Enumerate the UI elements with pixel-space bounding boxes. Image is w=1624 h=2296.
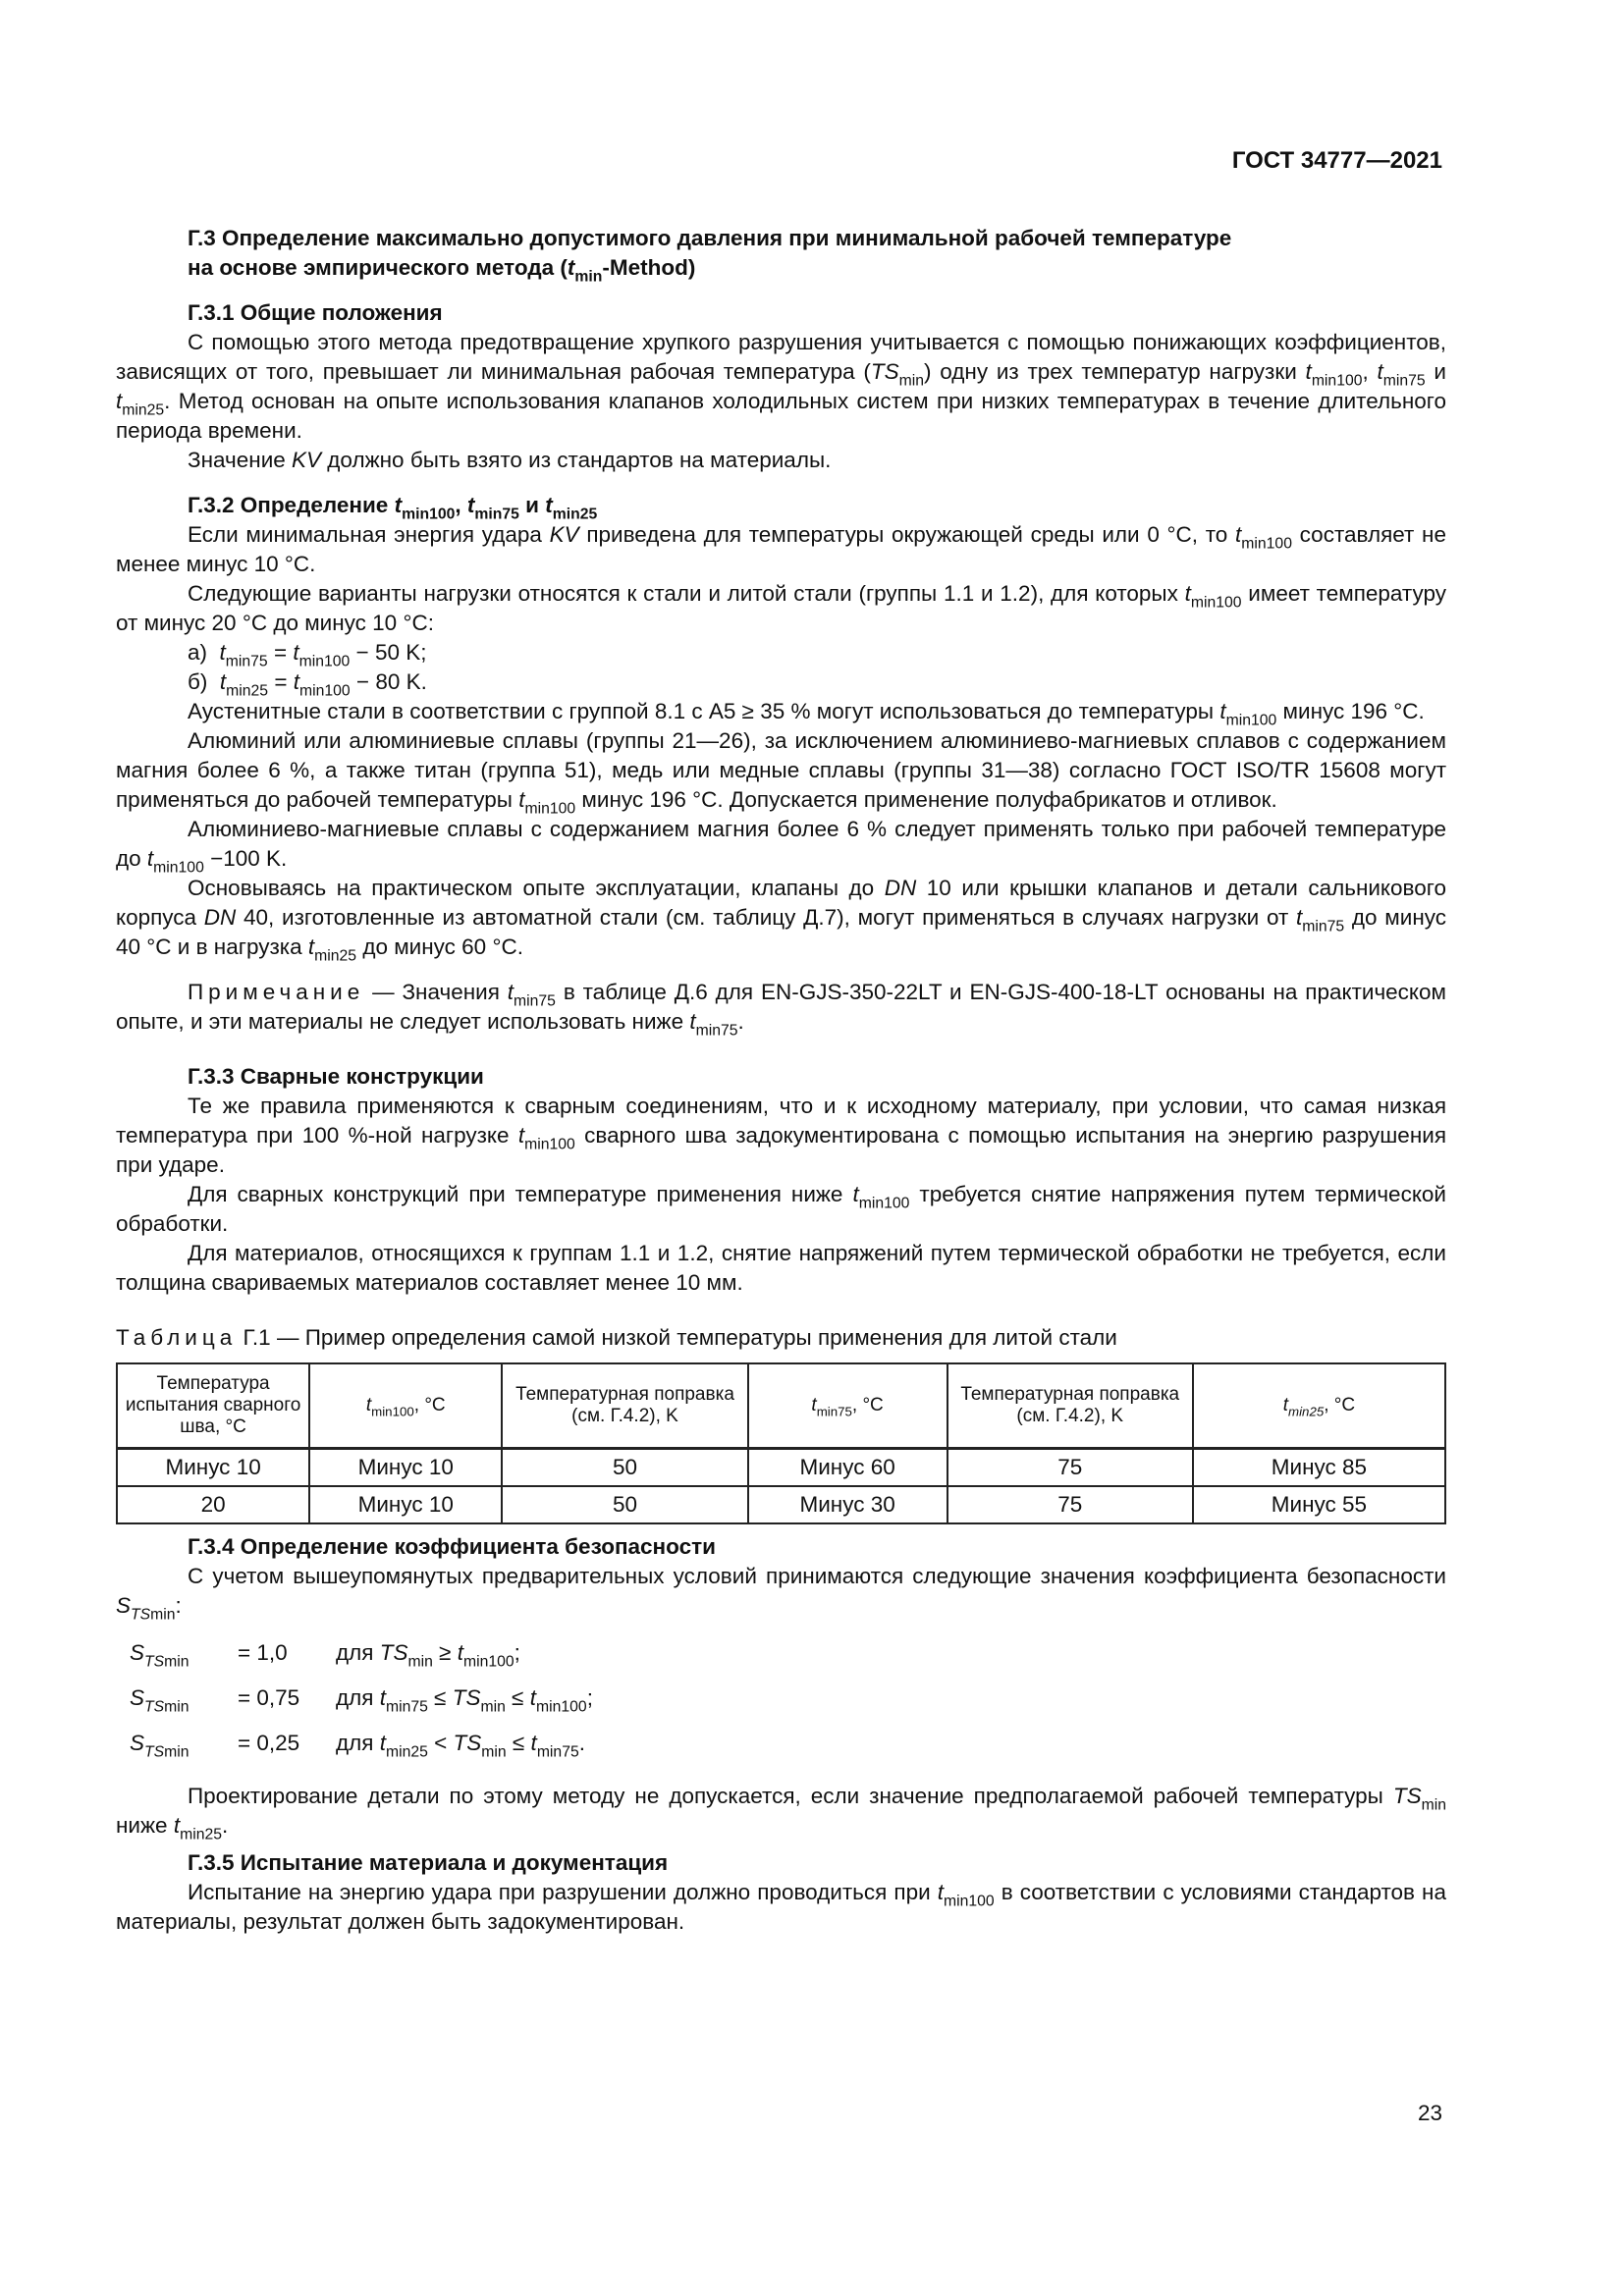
paragraph: Те же правила применяются к сварным соединениям, что и к исходному материалу, при условии, что самая низкая температура при 100 %-ной нагрузке $t_{min100}$ сварного шва задокументирована с помощью испытания на энергию разрушения при ударе. [116, 1094, 1447, 1177]
table-cell: Минус 60 [748, 1449, 947, 1487]
paragraph: Проектирование детали по этому методу не допускается, если значение предполагаемой рабочей температуры $TS_{min}$ ниже $t_{min25}$. [116, 1784, 1446, 1843]
list-item: б) $t_{min25} = t_{min100} - 80$ K. [188, 669, 427, 700]
heading-g34: Г.3.4 Определение коэффициента безопасности [188, 1534, 716, 1559]
paragraph: Основываясь на практическом опыте эксплуатации, клапаны до DN 10 или крышки клапанов и детали сальникового корпуса DN 40, изготовленные из автоматной стали (см. таблицу Д.7), могут применяться в случаях нагрузки от $t_{min75}$ до минус 40 °C и в нагрузка $t_{min25}$ до минус 60 °C. [116, 876, 1446, 965]
formula-row [116, 1676, 593, 1721]
table-header-row [117, 1363, 1445, 1449]
table-row [117, 1486, 1445, 1523]
heading-g35: Г.3.5 Испытание материала и документация [188, 1850, 669, 1875]
table-cell: Минус 10 [117, 1449, 309, 1487]
list-item: а) $t_{min75} = t_{min100} - 50$ K; [188, 640, 427, 670]
page-content [116, 224, 1446, 1937]
paragraph: С помощью этого метода предотвращение хрупкого разрушения учитывается с помощью понижающих коэффициентов, зависящих от того, превышает ли минимальная рабочая температура $(TS_{min})$ одну из трех температур нагрузки $t_{min100}$, $t_{min75}$ и $t_{min25}$. Метод основан на опыте использования клапанов холодильных систем при низких температурах в течение длительного периода времени. [116, 330, 1446, 443]
table-cell: Минус 55 [1193, 1486, 1445, 1523]
formula-value: = 0,75 [238, 1685, 300, 1710]
col-header: $t_{min75}$, °C [748, 1363, 947, 1449]
paragraph: Алюминиево-магниевые сплавы с содержанием магния более 6 % следует применять только при рабочей температуре до $t_{min100} -100$ K. [116, 817, 1446, 877]
heading-g33: Г.3.3 Сварные конструкции [188, 1064, 484, 1089]
formula-condition: для $t_{min75} \le TS_{min} \le t_{min100}$; [336, 1685, 593, 1716]
table-cell: 75 [947, 1486, 1193, 1523]
formula-row [116, 1630, 593, 1676]
formula-value: = 1,0 [238, 1640, 288, 1665]
paragraph: Аустенитные стали в соответствии с группой 8.1 с А5 ≥ 35 % могут использоваться до температуры $t_{min100}$ минус 196 °C. [188, 699, 1425, 729]
col-header: Температура испытания сварного шва, °C [117, 1363, 309, 1449]
section-title-g3: Г.3 Определение максимально допустимого давления при минимальной рабочей температуре на основе эмпирического метода $(t_{min}-Method)$ [188, 226, 1232, 286]
paragraph: Испытание на энергию удара при разрушении должно проводиться при $t_{min100}$ в соответствии с условиями стандартов на материалы, результат должен быть задокументирован. [116, 1880, 1447, 1934]
formula-value: = 0,25 [238, 1731, 300, 1755]
safety-factor-formulas [116, 1630, 593, 1766]
note: Примечание — Значения $t_{min75}$ в таблице Д.6 для EN-GJS-350-22LT и EN-GJS-400-18-LT основаны на практическом опыте, и эти материалы не следует использовать ниже $t_{min75}$. [116, 980, 1447, 1040]
formula-symbol: $S_{TSmin}$ [130, 1640, 189, 1671]
formula-symbol: $S_{TSmin}$ [130, 1685, 189, 1716]
col-header: $t_{min25}$, °C [1193, 1363, 1445, 1449]
heading-g32: Г.3.2 Определение $t_{min100}$, $t_{min75}$ и $t_{min25}$ [188, 493, 598, 523]
table-cell: Минус 10 [309, 1486, 502, 1523]
paragraph: Значение KV должно быть взято из стандартов на материалы. [188, 448, 832, 472]
table-cell: 50 [502, 1486, 747, 1523]
paragraph: Следующие варианты нагрузки относятся к стали и литой стали (группы 1.1 и 1.2), для которых $t_{min100}$ имеет температуру от минус 20 °C до минус 10 °C: [116, 581, 1446, 635]
formula-row [116, 1721, 593, 1766]
col-header: $t_{min100}$, °C [309, 1363, 502, 1449]
formula-condition: для $TS_{min} \ge t_{min100}$; [336, 1640, 520, 1671]
table-g1 [116, 1362, 1446, 1524]
table-cell: Минус 85 [1193, 1449, 1445, 1487]
paragraph: Для материалов, относящихся к группам 1.1 и 1.2, снятие напряжений путем термической обработки не требуется, если толщина свариваемых материалов составляет менее 10 мм. [116, 1241, 1446, 1295]
table-caption: Таблица Г.1 — Пример определения самой низкой температуры применения для литой стали [116, 1325, 1117, 1350]
heading-g31: Г.3.1 Общие положения [188, 300, 443, 325]
col-header: Температурная поправка (см. Г.4.2), K [947, 1363, 1193, 1449]
table-cell: 50 [502, 1449, 747, 1487]
table-cell: 75 [947, 1449, 1193, 1487]
paragraph: Для сварных конструкций при температуре применения ниже $t_{min100}$ требуется снятие напряжения путем термической обработки. [116, 1182, 1446, 1236]
formula-symbol: $S_{TSmin}$ [130, 1731, 189, 1761]
col-header: Температурная поправка (см. Г.4.2), K [502, 1363, 747, 1449]
formula-condition: для $t_{min25} < TS_{min} \le t_{min75}$. [336, 1731, 585, 1761]
paragraph: Алюминий или алюминиевые сплавы (группы 21—26), за исключением алюминиево-магниевых сплавов с содержанием магния более 6 %, а также титан (группа 51), медь или медные сплавы (группы 31—38) согласно ГОСТ ISO/TR 15608 могут применяться до рабочей температуры $t_{min100}$ минус 196 °C. Допускается применение полуфабрикатов и отливок. [116, 728, 1446, 818]
table-row [117, 1449, 1445, 1487]
page-number: 23 [1417, 2101, 1442, 2125]
document-code: ГОСТ 34777—2021 [1231, 147, 1442, 174]
paragraph: Если минимальная энергия удара KV приведена для температуры окружающей среды или 0 °C, то $t_{min100}$ составляет не менее минус 10 °C. [116, 522, 1446, 576]
table-cell: Минус 30 [748, 1486, 947, 1523]
paragraph: С учетом вышеупомянутых предварительных условий принимаются следующие значения коэффициента безопасности $S_{TSmin}$: [116, 1564, 1446, 1624]
table-cell: Минус 10 [309, 1449, 502, 1487]
table-cell: 20 [117, 1486, 309, 1523]
